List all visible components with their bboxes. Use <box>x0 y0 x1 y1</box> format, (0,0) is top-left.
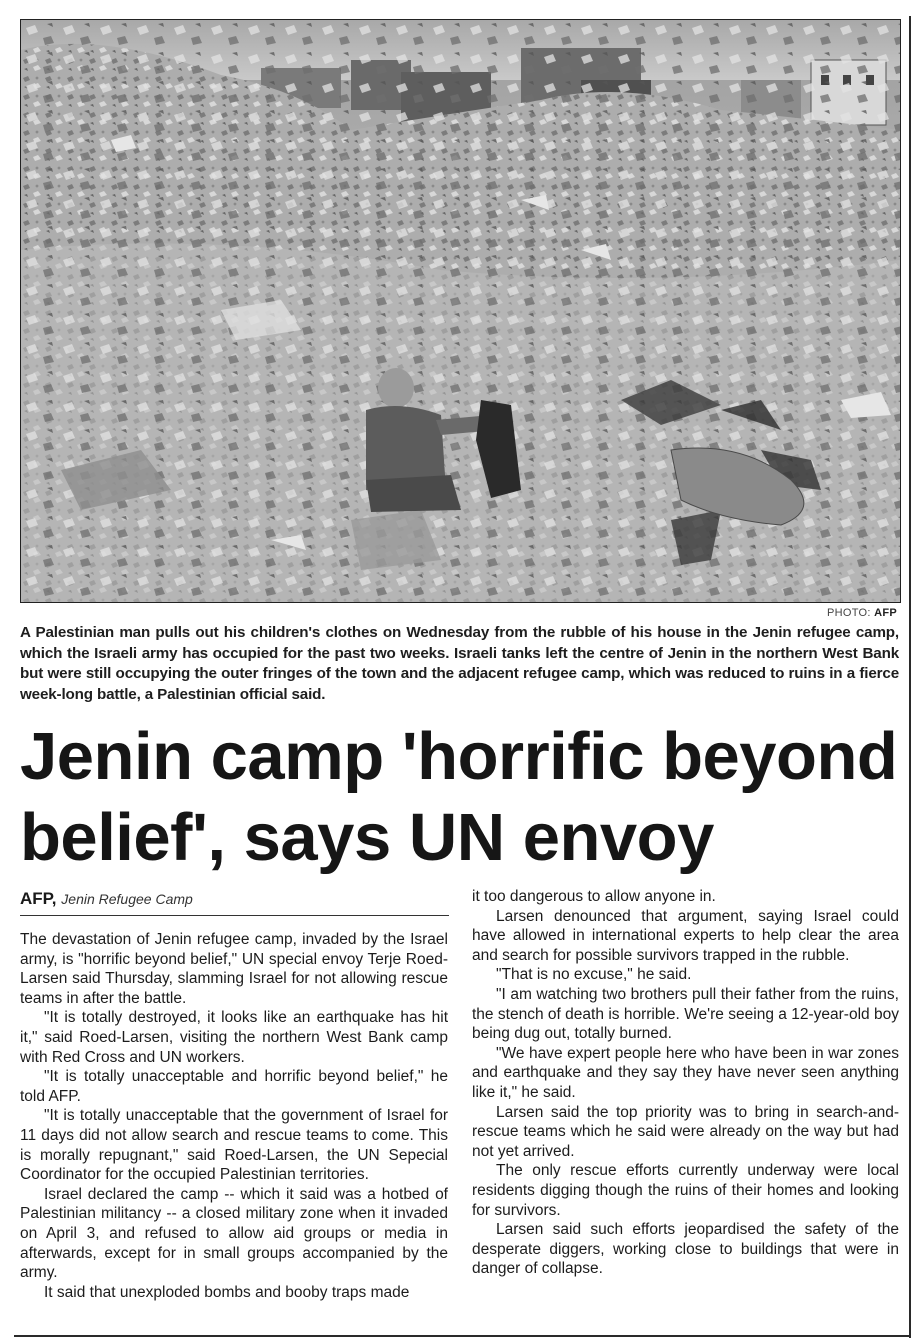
paragraph: "It is totally unacceptable and horrific beyond belief," he told AFP. <box>20 1068 448 1105</box>
paragraph: The only rescue efforts currently underway were local residents digging though the ruins of their homes and looking for survivors. <box>472 1162 899 1219</box>
byline <box>20 888 449 916</box>
article-headline: Jenin camp 'horrific beyond belief', says UN envoy <box>20 719 898 875</box>
photo-caption: A Palestinian man pulls out his children's clothes on Wednesday from the rubble of his house in the Jenin refugee camp, which the Israeli army has occupied for the past two weeks. Israeli tanks left the centre of Jenin in the northern West Bank but were still occupying the outer fringes of the town and the adjacent refugee camp, which was reduced to ruins in a fierce week-long battle, a Palestinian official said. <box>20 624 899 703</box>
paragraph: "It is totally unacceptable that the government of Israel for 11 days did not allow search and rescue teams to come. This is morally repugnant," said Roed-Larsen, the UN Sepecial Coordinator for the occupied Palestinian territories. <box>20 1107 448 1184</box>
photo-credit-agency: AFP <box>874 607 897 619</box>
photo-credit <box>827 607 897 619</box>
paragraph: it too dangerous to allow anyone in. <box>472 888 716 905</box>
paragraph: Larsen said such efforts jeopardised the safety of the desperate diggers, working close to buildings that were in danger of collapse. <box>472 1221 899 1278</box>
page-border-right <box>909 16 911 1338</box>
article-column-1 <box>20 930 448 1302</box>
byline-place: Jenin Refugee Camp <box>61 891 193 907</box>
byline-agency: AFP, <box>20 889 57 908</box>
paragraph: "We have expert people here who have been in war zones and earthquake and they say they have never seen anything like it," he said. <box>472 1044 899 1101</box>
article-column-2 <box>472 887 899 1279</box>
page-border-bottom <box>14 1335 911 1337</box>
paragraph: Larsen said the top priority was to bring in search-and-rescue teams which he said were already on the way but had not yet arrived. <box>472 1103 899 1160</box>
paragraph: "It is totally destroyed, it looks like an earthquake has hit it," said Roed-Larsen, visiting the northern West Bank camp with Red Cross and UN workers. <box>20 1009 448 1066</box>
photo-credit-prefix: PHOTO: <box>826 607 875 619</box>
paragraph: It said that unexploded bombs and booby traps made <box>44 1283 410 1301</box>
news-photo <box>20 19 901 603</box>
paragraph: Israel declared the camp -- which it said was a hotbed of Palestinian militancy -- a closed military zone when it invaded on April 3, and refused to allow aid groups or media in afterwards, except for in small groups accompanied by the army. <box>20 1185 448 1282</box>
paragraph: "I am watching two brothers pull their father from the ruins, the stench of death is horrible. We're seeing a 12-year-old boy being dug out, totally burned. <box>472 985 899 1043</box>
paragraph: "That is no excuse," he said. <box>496 966 692 984</box>
paragraph: The devastation of Jenin refugee camp, invaded by the Israel army, is "horrific beyond belief," UN special envoy Terje Roed-Larsen said Thursday, slamming Israel for not allowing rescue teams in after the battle. <box>20 931 448 1007</box>
paragraph: Larsen denounced that argument, saying Israel could have allowed in international experts to help clear the area and search for possible survivors trapped in the rubble. <box>472 907 899 964</box>
